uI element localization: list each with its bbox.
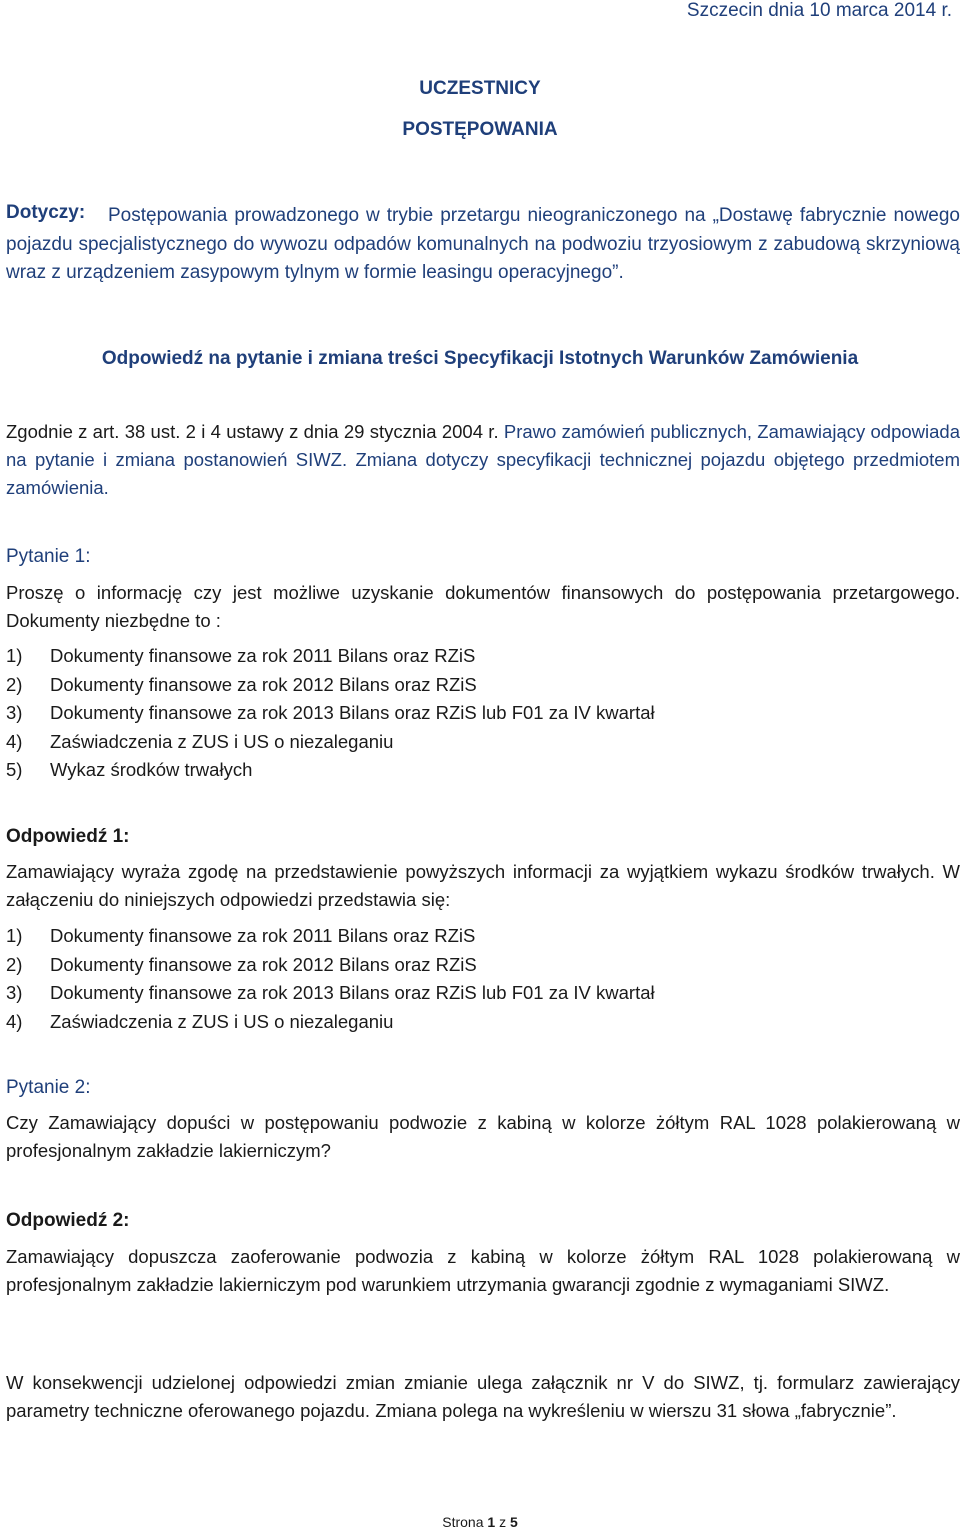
list-item: 2) Dokumenty finansowe za rok 2012 Bilans oraz RZiS: [6, 673, 477, 695]
question-1-text: Proszę o informację czy jest możliwe uzyskanie dokumentów finansowych do postępowania przetargowego. Dokumenty niezbędne to :: [6, 582, 960, 631]
footer-prefix: Strona: [442, 1514, 484, 1530]
list-item: 5) Wykaz środków trwałych: [6, 759, 253, 780]
question-1-list: [6, 642, 655, 785]
addressee-line-1: UCZESTNICY: [419, 78, 541, 99]
footer-page-number: 1: [487, 1514, 496, 1530]
list-item: 4) Zaświadczenia z ZUS i US o niezaleganiu: [6, 730, 394, 752]
answer-2-label: Odpowiedź 2:: [6, 1210, 130, 1231]
subject-text: Postępowania prowadzonego w trybie przetargu nieograniczonego na „Dostawę fabrycznie nowego pojazdu specjalistycznego do wywozu odpadów komunalnych na podwoziu trzyosiowym z zabudową skrzyniową wraz z urządzeniem zasypowym tylnym w formie leasingu operacyjnego”.: [6, 205, 960, 283]
footer-page-total: 5: [509, 1514, 518, 1530]
document-date: Szczecin dnia 10 marca 2014 r.: [686, 0, 952, 21]
question-2-text: Czy Zamawiający dopuści w postępowaniu podwozie z kabiną w kolorze żółtym RAL 1028 polakierowaną w profesjonalnym zakładzie lakierniczym?: [6, 1112, 960, 1161]
question-1-label: Pytanie 1:: [6, 546, 91, 567]
list-item: 2) Dokumenty finansowe za rok 2012 Bilans oraz RZiS: [6, 953, 477, 975]
subject-label: Dotyczy:: [6, 202, 86, 223]
footer-separator: z: [499, 1514, 507, 1530]
intro-part-3: Zmiana dotyczy specyfikacji technicznej pojazdu objętego przedmiotem zamówienia.: [6, 449, 960, 498]
answer-heading: Odpowiedź na pytanie i zmiana treści Specyfikacji Istotnych Warunków Zamówienia: [101, 348, 859, 369]
question-2-label: Pytanie 2:: [6, 1077, 91, 1098]
intro-paragraph: [6, 418, 960, 502]
intro-part-2: Prawo zamówień publicznych, Zamawiający odpowiada na pytanie i zmiana postanowień SIWZ.: [6, 421, 960, 470]
list-item: 4) Zaświadczenia z ZUS i US o niezaleganiu: [6, 1010, 394, 1032]
list-item: 1) Dokumenty finansowe za rok 2011 Bilans oraz RZiS: [6, 645, 476, 666]
answer-2-text: Zamawiający dopuszcza zaoferowanie podwozia z kabiną w kolorze żółtym RAL 1028 polakierowaną w profesjonalnym zakładzie lakierniczym pod warunkiem utrzymania gwarancji zgodnie z wymaganiami SIWZ.: [6, 1246, 960, 1295]
consequence-paragraph: W konsekwencji udzielonej odpowiedzi zmian zmianie ulega załącznik nr V do SIWZ, tj. formularz zawierający parametry techniczne oferowanego pojazdu. Zmiana polega na wykreśleniu w wierszu 31 słowa „fabrycznie”.: [6, 1372, 960, 1421]
list-item: 1) Dokumenty finansowe za rok 2011 Bilans oraz RZiS: [6, 925, 476, 946]
addressee-line-2: POSTĘPOWANIA: [402, 119, 558, 140]
answer-1-text: Zamawiający wyraża zgodę na przedstawienie powyższych informacji za wyjątkiem wykazu środków trwałych. W załączeniu do niniejszych odpowiedzi przedstawia się:: [6, 861, 960, 910]
list-item: 3) Dokumenty finansowe za rok 2013 Bilans oraz RZiS lub F01 za IV kwartał: [6, 702, 655, 723]
page-footer: [0, 1514, 960, 1530]
answer-1-label: Odpowiedź 1:: [6, 826, 130, 847]
answer-1-list: [6, 922, 655, 1036]
list-item: 3) Dokumenty finansowe za rok 2013 Bilans oraz RZiS lub F01 za IV kwartał: [6, 982, 655, 1003]
intro-part-1: Zgodnie z art. 38 ust. 2 i 4 ustawy z dnia 29 stycznia 2004 r.: [6, 421, 499, 442]
